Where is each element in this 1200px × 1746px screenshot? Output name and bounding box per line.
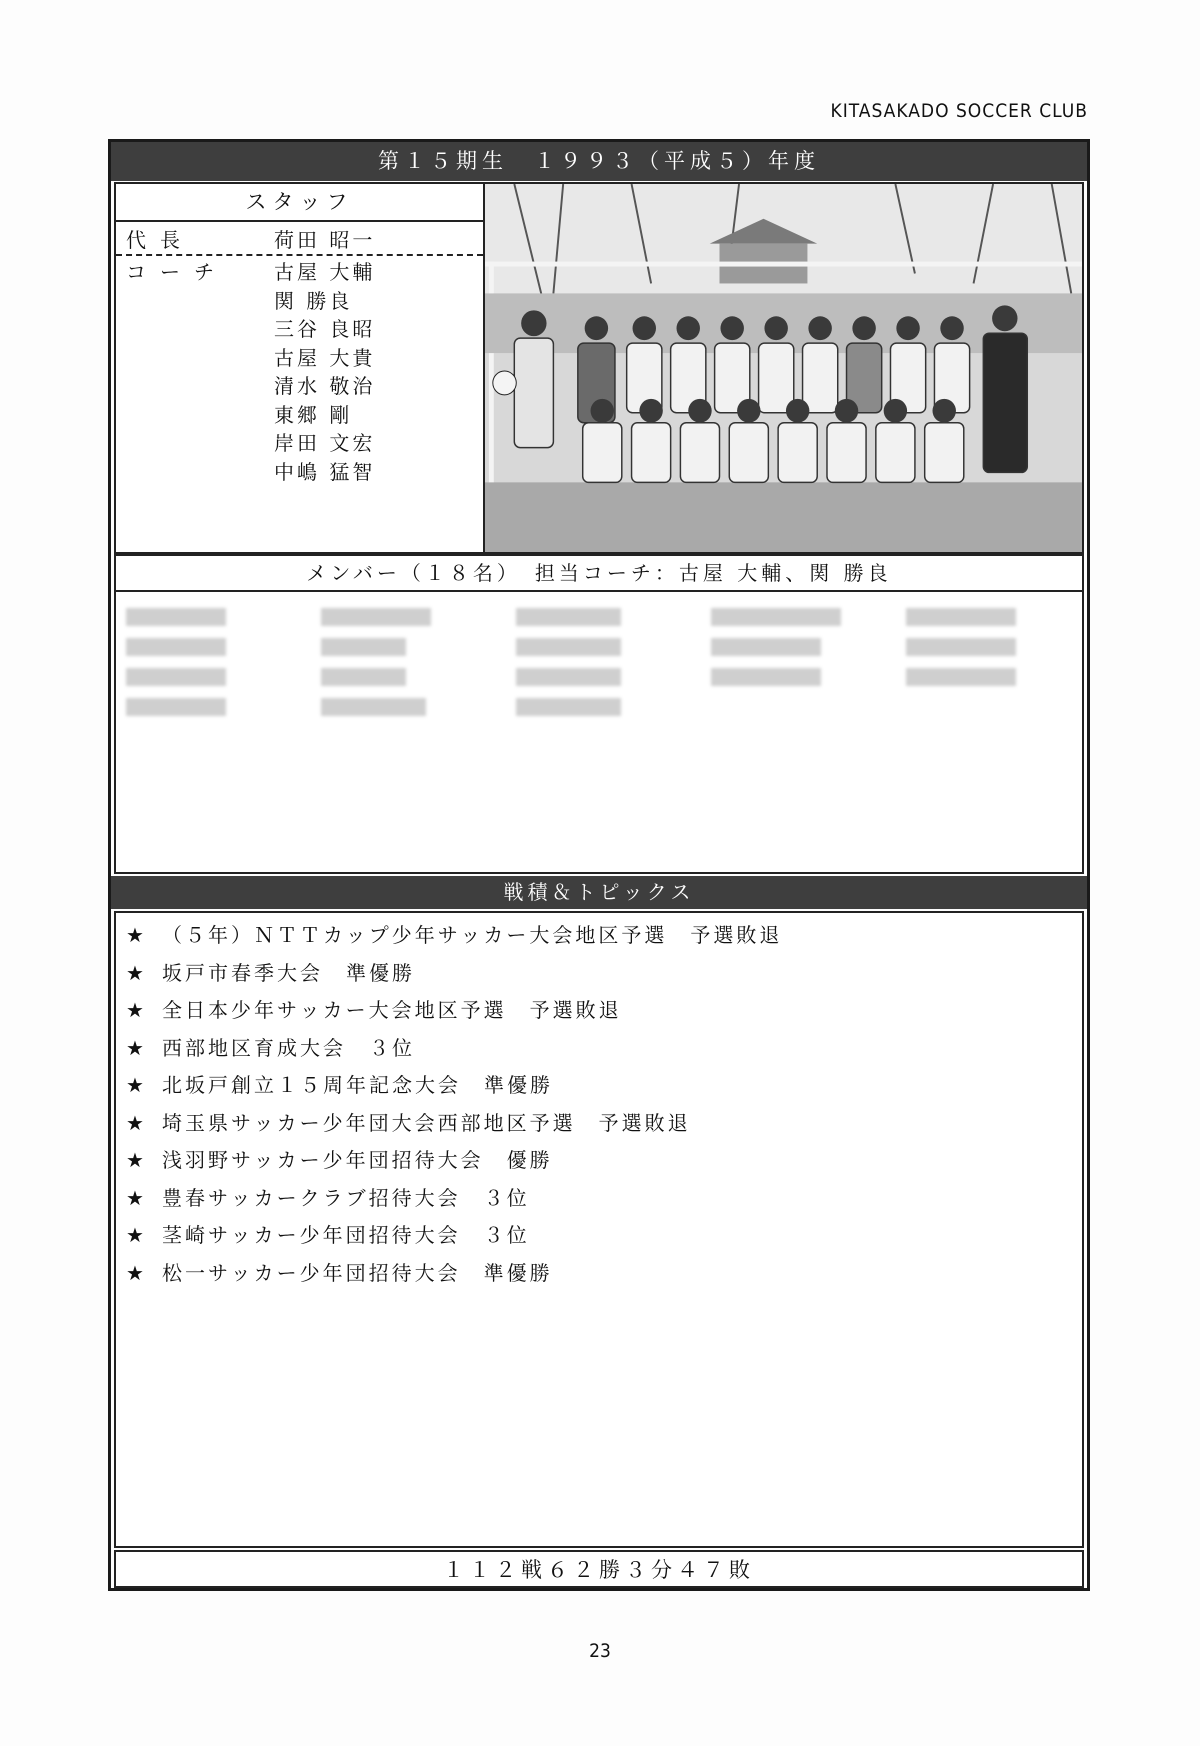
star-icon: ★ (126, 1073, 144, 1097)
staff-heading: スタッフ (116, 184, 483, 222)
topic-text: 西部地区育成大会 ３位 (162, 1035, 415, 1060)
topic-item (126, 1219, 530, 1248)
topics-panel (114, 911, 1084, 1548)
staff-role: コーチ (126, 260, 228, 284)
staff-list (116, 184, 485, 552)
topic-text: 松一サッカー少年団招待大会 準優勝 (162, 1260, 553, 1285)
star-icon: ★ (126, 1148, 144, 1172)
star-icon: ★ (126, 998, 144, 1022)
star-icon: ★ (126, 1260, 144, 1285)
star-icon: ★ (126, 1185, 144, 1210)
topic-item (126, 1107, 691, 1136)
topic-item (126, 1144, 553, 1173)
staff-panel (114, 182, 1084, 554)
star-icon: ★ (126, 960, 144, 985)
staff-name: 東郷 剛 (274, 402, 353, 427)
topic-item (126, 1069, 553, 1098)
topic-text: 全日本少年サッカー大会地区予選 予選敗退 (162, 998, 622, 1022)
staff-name: 古屋 大輔 (274, 260, 376, 284)
club-name: KITASAKADO SOCCER CLUB (830, 100, 1088, 122)
staff-name: 岸田 文宏 (274, 431, 376, 455)
staff-name: 関 勝良 (274, 288, 353, 313)
topic-text: 浅羽野サッカー少年団招待大会 優勝 (162, 1148, 553, 1172)
topic-item (126, 994, 622, 1023)
staff-name: 中嶋 猛智 (274, 459, 376, 484)
page-number: 23 (589, 1640, 611, 1662)
season-record: １１２戦６２勝３分４７敗 (114, 1550, 1084, 1588)
star-icon: ★ (126, 1035, 144, 1060)
topic-text: 北坂戸創立１５周年記念大会 準優勝 (162, 1073, 553, 1097)
topic-text: 埼玉県サッカー少年団大会西部地区予選 予選敗退 (162, 1110, 691, 1135)
topic-text: 坂戸市春季大会 準優勝 (162, 960, 415, 985)
staff-name: 清水 敬治 (274, 374, 376, 398)
star-icon: ★ (126, 1223, 144, 1247)
topic-item (126, 1182, 530, 1211)
topic-text: 茎崎サッカー少年団招待大会 ３位 (162, 1223, 530, 1247)
season-title: 第１５期生 １９９３（平成５）年度 (111, 142, 1087, 181)
staff-name: 三谷 良昭 (274, 317, 376, 341)
staff-role: 代長 (126, 228, 194, 252)
topic-item (126, 957, 415, 986)
season-frame (108, 139, 1090, 1591)
team-photo-image (485, 184, 1082, 552)
topic-text: 豊春サッカークラブ招待大会 ３位 (162, 1185, 530, 1210)
topic-text: （５年）ＮＴＴカップ少年サッカー大会地区予選 予選敗退 (162, 923, 783, 947)
staff-name: 古屋 大貴 (274, 345, 376, 370)
star-icon: ★ (126, 923, 144, 947)
star-icon: ★ (126, 1110, 144, 1135)
members-heading: メンバー（１８名） 担当コーチ：古屋 大輔、関 勝良 (116, 556, 1082, 592)
topics-heading: 戦積＆トピックス (111, 876, 1087, 909)
members-panel (114, 554, 1084, 874)
staff-name: 荷田 昭一 (274, 228, 376, 252)
topic-item (126, 919, 782, 948)
topic-item (126, 1257, 553, 1286)
topic-item (126, 1032, 415, 1061)
team-photo (485, 184, 1082, 552)
